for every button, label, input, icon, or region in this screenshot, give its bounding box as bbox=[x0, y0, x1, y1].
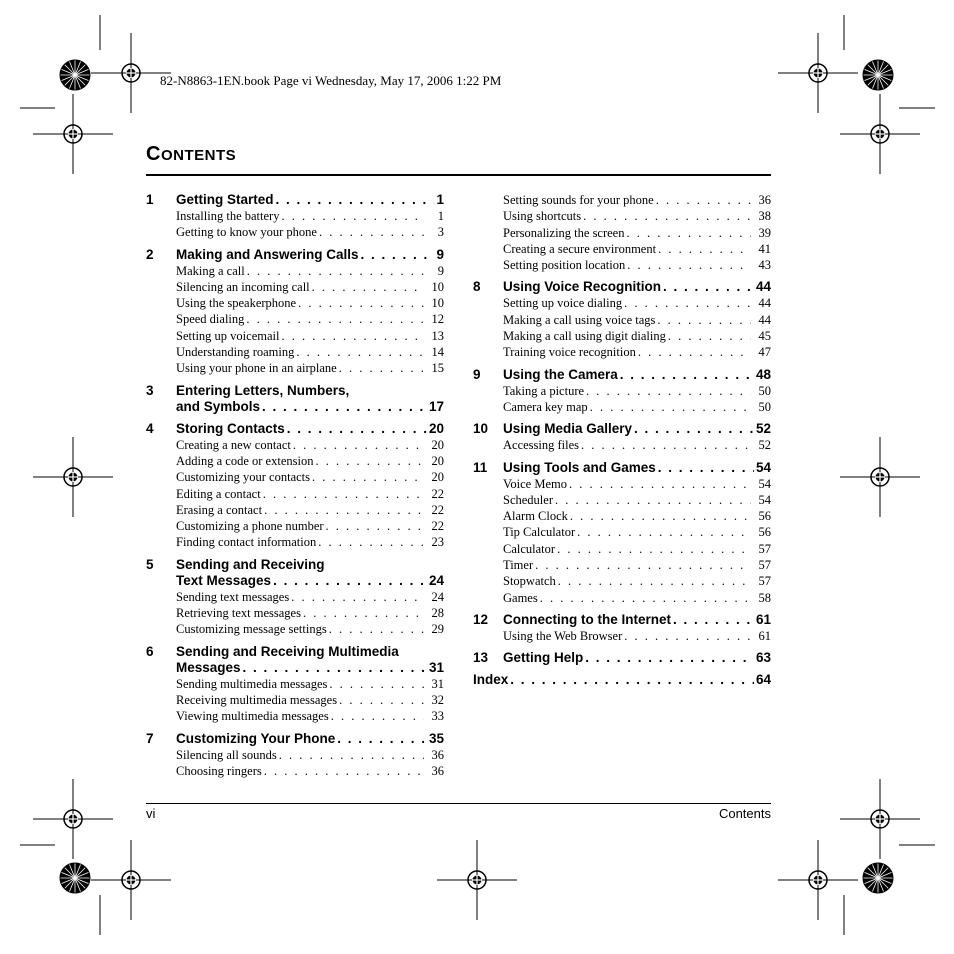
section-title: Timer bbox=[503, 558, 534, 573]
toc-chapter bbox=[473, 279, 771, 360]
chapter-number: 3 bbox=[146, 382, 154, 398]
chapter-heading-line1[interactable] bbox=[146, 557, 444, 573]
section-page: 57 bbox=[758, 541, 771, 556]
toc-chapter bbox=[473, 612, 771, 644]
section-page: 13 bbox=[431, 328, 444, 343]
chapter-number: 11 bbox=[473, 459, 488, 475]
index-title-wrap bbox=[473, 672, 756, 688]
section-title: Stopwatch bbox=[503, 574, 556, 589]
toc-section-entry[interactable] bbox=[473, 628, 771, 644]
section-title: Installing the battery bbox=[176, 209, 280, 223]
dot-leader bbox=[638, 344, 751, 360]
toc-section-entry[interactable] bbox=[146, 747, 444, 763]
dot-leader bbox=[658, 460, 754, 476]
dot-leader bbox=[243, 660, 427, 676]
dot-leader bbox=[264, 763, 424, 779]
section-page: 57 bbox=[758, 574, 771, 589]
section-title: Using shortcuts bbox=[503, 209, 582, 224]
section-title: Making a call using digit dialing bbox=[503, 329, 666, 344]
toc-section-entry[interactable] bbox=[146, 692, 444, 708]
section-page: 50 bbox=[758, 399, 771, 414]
section-title: Speed dialing bbox=[176, 312, 245, 327]
dot-leader bbox=[577, 524, 751, 540]
section-page: 1 bbox=[437, 209, 444, 223]
section-page: 24 bbox=[431, 589, 444, 604]
section-title: Editing a contact bbox=[176, 486, 261, 501]
toc-section-entry[interactable] bbox=[473, 524, 771, 540]
toc-section-entry[interactable] bbox=[473, 328, 771, 344]
chapter-number: 4 bbox=[146, 420, 154, 436]
section-title: Setting sounds for your phone bbox=[503, 193, 654, 207]
section-title: Viewing multimedia messages bbox=[176, 709, 329, 724]
chapter-heading[interactable] bbox=[146, 421, 444, 437]
section-page: 38 bbox=[758, 209, 771, 224]
chapter-page: 31 bbox=[428, 659, 444, 675]
dot-leader bbox=[247, 263, 424, 279]
chapter-title-wrap bbox=[176, 573, 429, 589]
toc-section-entry[interactable] bbox=[146, 486, 444, 502]
section-page: 20 bbox=[431, 453, 444, 468]
section-title: Retrieving text messages bbox=[176, 606, 301, 621]
section-page: 22 bbox=[431, 486, 444, 501]
chapter-heading-line1[interactable] bbox=[146, 644, 444, 660]
dot-leader bbox=[296, 344, 424, 360]
dot-leader bbox=[657, 312, 751, 328]
section-title: Adding a code or extension bbox=[176, 453, 314, 468]
index-heading[interactable] bbox=[473, 672, 771, 688]
chapter-heading[interactable] bbox=[473, 279, 771, 295]
dot-leader bbox=[361, 247, 435, 263]
chapter-title-wrap bbox=[503, 612, 756, 628]
dot-leader bbox=[303, 605, 424, 621]
toc-section-entry[interactable] bbox=[473, 312, 771, 328]
chapter-title: Using Tools and Games bbox=[503, 459, 656, 475]
toc-section-entry[interactable] bbox=[473, 208, 771, 224]
section-title: Sending multimedia messages bbox=[176, 676, 328, 691]
chapter-heading[interactable] bbox=[146, 399, 444, 415]
dot-leader bbox=[658, 241, 751, 257]
chapter-page: 35 bbox=[428, 730, 444, 746]
section-page: 41 bbox=[758, 241, 771, 256]
section-title: Silencing all sounds bbox=[176, 747, 277, 762]
dot-leader bbox=[263, 486, 424, 502]
dot-leader bbox=[585, 650, 754, 666]
section-page: 31 bbox=[431, 676, 444, 691]
dot-leader bbox=[318, 534, 424, 550]
chapter-number: 12 bbox=[473, 611, 489, 627]
toc-section-entry[interactable] bbox=[473, 192, 771, 208]
dot-leader bbox=[586, 383, 751, 399]
index-title: Index bbox=[473, 672, 509, 688]
chapter-title-wrap bbox=[176, 421, 429, 437]
dot-leader bbox=[273, 573, 427, 589]
chapter-title: Text Messages bbox=[176, 572, 272, 588]
chapter-page: 44 bbox=[755, 279, 771, 295]
chapter-number: 9 bbox=[473, 366, 481, 382]
chapter-title-line1: Sending and Receiving Multimedia bbox=[176, 643, 399, 659]
chapter-heading[interactable] bbox=[146, 573, 444, 589]
dot-leader bbox=[264, 502, 424, 518]
toc-section-entry[interactable] bbox=[146, 469, 444, 485]
dot-leader bbox=[281, 208, 424, 224]
section-page: 14 bbox=[431, 345, 444, 360]
toc-chapter bbox=[473, 367, 771, 416]
section-page: 10 bbox=[431, 296, 444, 311]
chapter-title: Getting Help bbox=[503, 650, 584, 666]
toc-left-column bbox=[146, 192, 444, 779]
section-title: Receiving multimedia messages bbox=[176, 692, 338, 707]
dot-leader bbox=[315, 453, 424, 469]
dot-leader bbox=[281, 328, 424, 344]
section-page: 15 bbox=[431, 361, 444, 376]
toc-section-entry[interactable] bbox=[146, 502, 444, 518]
section-title: Calculator bbox=[503, 541, 556, 556]
toc-chapter bbox=[146, 731, 444, 780]
section-page: 57 bbox=[758, 558, 771, 573]
toc-section-entry[interactable] bbox=[146, 534, 444, 550]
chapter-heading[interactable] bbox=[473, 367, 771, 383]
section-page: 43 bbox=[758, 258, 771, 273]
toc-section-entry[interactable] bbox=[473, 225, 771, 241]
dot-leader bbox=[298, 295, 424, 311]
toc-section-entry[interactable] bbox=[473, 295, 771, 311]
dot-leader bbox=[557, 541, 751, 557]
dot-leader bbox=[510, 672, 754, 688]
chapter-title-wrap bbox=[176, 192, 436, 208]
section-title: Making a call using voice tags bbox=[503, 312, 656, 327]
dot-leader bbox=[276, 192, 435, 208]
section-page: 9 bbox=[437, 263, 444, 278]
toc-section-entry[interactable] bbox=[473, 573, 771, 589]
chapter-title-wrap bbox=[503, 279, 756, 295]
chapter-heading[interactable] bbox=[473, 460, 771, 476]
chapter-title: Using Voice Recognition bbox=[503, 279, 662, 295]
dot-leader bbox=[291, 589, 424, 605]
title-first-letter: C bbox=[146, 143, 161, 165]
chapter-number bbox=[146, 399, 176, 415]
section-title: Voice Memo bbox=[503, 476, 567, 491]
section-page: 47 bbox=[758, 345, 771, 360]
dot-leader bbox=[583, 208, 751, 224]
section-page: 32 bbox=[431, 692, 444, 707]
toc-section-entry[interactable] bbox=[146, 676, 444, 692]
dot-leader bbox=[555, 492, 751, 508]
toc-section-entry[interactable] bbox=[146, 263, 444, 279]
section-title: Customizing message settings bbox=[176, 622, 327, 637]
section-title: Taking a picture bbox=[503, 383, 585, 398]
section-title: Training voice recognition bbox=[503, 345, 636, 360]
dot-leader bbox=[540, 590, 751, 606]
chapter-title-wrap bbox=[503, 460, 756, 476]
chapter-heading[interactable] bbox=[473, 612, 771, 628]
dot-leader bbox=[312, 279, 424, 295]
page-title bbox=[146, 143, 236, 166]
toc-section-entry[interactable] bbox=[473, 383, 771, 399]
chapter-number: 2 bbox=[146, 246, 154, 262]
chapter-page: 24 bbox=[428, 572, 444, 588]
section-page: 36 bbox=[758, 193, 771, 207]
chapter-number: 1 bbox=[146, 192, 154, 207]
chapter-page: 9 bbox=[436, 246, 444, 262]
section-page: 3 bbox=[437, 225, 444, 240]
toc-section-entry[interactable] bbox=[146, 279, 444, 295]
dot-leader bbox=[312, 469, 424, 485]
dot-leader bbox=[339, 692, 424, 708]
dot-leader bbox=[570, 508, 751, 524]
dot-leader bbox=[246, 311, 424, 327]
toc-chapter bbox=[146, 192, 444, 241]
section-page: 61 bbox=[758, 628, 771, 643]
section-title: Setting position location bbox=[503, 258, 626, 273]
chapter-page: 63 bbox=[755, 650, 771, 666]
toc-section-entry[interactable] bbox=[473, 257, 771, 273]
toc-section-entry[interactable] bbox=[146, 360, 444, 376]
section-page: 20 bbox=[431, 437, 444, 452]
toc-section-entry[interactable] bbox=[146, 311, 444, 327]
chapter-number: 7 bbox=[146, 730, 154, 746]
section-page: 44 bbox=[758, 312, 771, 327]
section-title: Creating a new contact bbox=[176, 437, 291, 452]
section-page: 12 bbox=[431, 312, 444, 327]
section-title: Games bbox=[503, 590, 538, 605]
chapter-title: Customizing Your Phone bbox=[176, 730, 336, 746]
section-page: 10 bbox=[431, 279, 444, 294]
section-page: 50 bbox=[758, 383, 771, 398]
section-title: Using the Web Browser bbox=[503, 628, 623, 643]
chapter-title-line1: Entering Letters, Numbers, bbox=[176, 382, 350, 398]
toc-section-entry[interactable] bbox=[146, 605, 444, 621]
section-title: Making a call bbox=[176, 263, 245, 278]
section-title: Finding contact information bbox=[176, 535, 317, 550]
chapter-heading[interactable] bbox=[146, 247, 444, 263]
dot-leader bbox=[337, 731, 427, 747]
section-title: Setting up voicemail bbox=[176, 328, 280, 343]
dot-leader bbox=[279, 747, 424, 763]
chapter-number: 6 bbox=[146, 643, 154, 659]
chapter-title-line1: Sending and Receiving bbox=[176, 556, 325, 572]
section-page: 56 bbox=[758, 509, 771, 524]
chapter-heading[interactable] bbox=[146, 731, 444, 747]
section-page: 20 bbox=[431, 470, 444, 485]
toc-chapter bbox=[146, 383, 444, 415]
section-title: Accessing files bbox=[503, 438, 580, 453]
section-title: Understanding roaming bbox=[176, 345, 295, 360]
footer-rule bbox=[146, 803, 771, 804]
toc-section-entry[interactable] bbox=[146, 344, 444, 360]
toc-section-entry[interactable] bbox=[473, 476, 771, 492]
dot-leader bbox=[293, 437, 424, 453]
section-title: Scheduler bbox=[503, 492, 553, 507]
chapter-page: 17 bbox=[428, 398, 444, 414]
chapter-number: 5 bbox=[146, 556, 154, 572]
chapter-title-wrap bbox=[503, 650, 756, 666]
chapter-page: 54 bbox=[755, 459, 771, 475]
section-title: Customizing your contacts bbox=[176, 470, 311, 485]
dot-leader bbox=[326, 518, 424, 534]
dot-leader bbox=[581, 437, 751, 453]
section-page: 56 bbox=[758, 525, 771, 540]
chapter-title: Making and Answering Calls bbox=[176, 246, 359, 262]
chapter-heading[interactable] bbox=[473, 650, 771, 666]
section-title: Choosing ringers bbox=[176, 763, 262, 778]
chapter-title: Using the Camera bbox=[503, 366, 618, 382]
toc-section-entry[interactable] bbox=[473, 241, 771, 257]
section-page: 36 bbox=[431, 763, 444, 778]
section-title: Camera key map bbox=[503, 399, 588, 414]
index-page: 64 bbox=[755, 672, 771, 688]
toc-section-entry[interactable] bbox=[473, 437, 771, 453]
section-page: 58 bbox=[758, 590, 771, 605]
section-page: 52 bbox=[758, 438, 771, 453]
section-title: Personalizing the screen bbox=[503, 225, 625, 240]
dot-leader bbox=[673, 612, 754, 628]
section-title: Setting up voice dialing bbox=[503, 296, 623, 311]
chapter-page: 1 bbox=[436, 192, 444, 207]
chapter-heading-line1[interactable] bbox=[146, 383, 444, 399]
section-title: Using the speakerphone bbox=[176, 296, 297, 311]
section-title: Silencing an incoming call bbox=[176, 279, 310, 294]
chapter-page: 48 bbox=[755, 366, 771, 382]
toc-chapter bbox=[146, 247, 444, 377]
chapter-title: Using Media Gallery bbox=[503, 421, 633, 437]
toc-chapter bbox=[146, 557, 444, 638]
section-page: 36 bbox=[431, 747, 444, 762]
dot-leader bbox=[535, 557, 751, 573]
book-info-line: 82-N8863-1EN.book Page vi Wednesday, May 17, 2006 1:22 PM bbox=[160, 73, 502, 88]
dot-leader bbox=[329, 676, 424, 692]
section-page: 23 bbox=[431, 535, 444, 550]
section-title: Erasing a contact bbox=[176, 502, 263, 517]
toc-section-entry[interactable] bbox=[473, 399, 771, 415]
chapter-title: Connecting to the Internet bbox=[503, 611, 671, 627]
chapter-heading[interactable] bbox=[146, 660, 444, 676]
chapter-number bbox=[146, 660, 176, 676]
dot-leader bbox=[627, 257, 751, 273]
title-rest: ONTENTS bbox=[160, 147, 237, 164]
toc-chapter bbox=[146, 644, 444, 725]
section-title: Getting to know your phone bbox=[176, 225, 317, 240]
toc-section-entry[interactable] bbox=[473, 508, 771, 524]
chapter-page: 61 bbox=[755, 611, 771, 627]
toc-section-entry[interactable] bbox=[146, 589, 444, 605]
toc-section-entry[interactable] bbox=[146, 437, 444, 453]
section-page: 45 bbox=[758, 329, 771, 344]
chapter-title-wrap bbox=[176, 399, 429, 415]
chapter-number: 10 bbox=[473, 421, 489, 437]
section-page: 54 bbox=[758, 476, 771, 491]
dot-leader bbox=[626, 225, 751, 241]
chapter-title-wrap bbox=[503, 421, 756, 437]
toc-section-entry[interactable] bbox=[473, 590, 771, 606]
dot-leader bbox=[624, 295, 751, 311]
dot-leader bbox=[634, 421, 754, 437]
dot-leader bbox=[624, 628, 751, 644]
dot-leader bbox=[663, 279, 754, 295]
chapter-page: 52 bbox=[755, 421, 771, 437]
toc-section-entry[interactable] bbox=[473, 541, 771, 557]
toc-section-entry[interactable] bbox=[146, 708, 444, 724]
section-page: 33 bbox=[431, 709, 444, 724]
toc-chapter bbox=[473, 650, 771, 666]
dot-leader bbox=[558, 573, 751, 589]
chapter-title: Messages bbox=[176, 659, 241, 675]
toc-section-entry[interactable] bbox=[473, 344, 771, 360]
section-title: Sending text messages bbox=[176, 589, 290, 604]
footer-section-name: Contents bbox=[718, 806, 771, 821]
dot-leader bbox=[262, 399, 427, 415]
dot-leader bbox=[287, 421, 427, 437]
chapter-title-wrap bbox=[176, 247, 436, 263]
chapter-heading[interactable] bbox=[473, 421, 771, 437]
section-page: 54 bbox=[758, 492, 771, 507]
section-page: 39 bbox=[758, 225, 771, 240]
dot-leader bbox=[331, 708, 424, 724]
chapter-number: 13 bbox=[473, 650, 489, 666]
toc-section-entry[interactable] bbox=[146, 224, 444, 240]
dot-leader bbox=[668, 328, 751, 344]
title-rule bbox=[146, 174, 771, 176]
toc-section-entry[interactable] bbox=[146, 295, 444, 311]
toc-section-entry[interactable] bbox=[146, 621, 444, 637]
chapter-heading[interactable] bbox=[146, 192, 444, 208]
section-title: Customizing a phone number bbox=[176, 519, 324, 534]
toc-section-entry[interactable] bbox=[146, 328, 444, 344]
chapter-title-wrap bbox=[503, 367, 756, 383]
section-page: 28 bbox=[431, 606, 444, 621]
chapter-title-wrap bbox=[176, 731, 429, 747]
section-title: Creating a secure environment bbox=[503, 241, 657, 256]
dot-leader bbox=[590, 399, 751, 415]
section-title: Using your phone in an airplane bbox=[176, 361, 337, 376]
toc-section-entry[interactable] bbox=[146, 453, 444, 469]
footer-page-number: vi bbox=[146, 806, 156, 821]
chapter-number: 8 bbox=[473, 279, 481, 295]
toc-section-entry[interactable] bbox=[146, 763, 444, 779]
toc-section-entry[interactable] bbox=[473, 557, 771, 573]
dot-leader bbox=[620, 367, 754, 383]
toc-section-entry[interactable] bbox=[146, 518, 444, 534]
toc-section-entry[interactable] bbox=[146, 208, 444, 224]
chapter-page: 20 bbox=[428, 420, 444, 436]
section-page: 29 bbox=[431, 622, 444, 637]
dot-leader bbox=[569, 476, 751, 492]
toc-section-entry[interactable] bbox=[473, 492, 771, 508]
dot-leader bbox=[319, 224, 424, 240]
section-title: Tip Calculator bbox=[503, 525, 576, 540]
chapter-number bbox=[146, 573, 176, 589]
chapter-title: Getting Started bbox=[176, 192, 274, 207]
section-page: 44 bbox=[758, 296, 771, 311]
dot-leader bbox=[656, 192, 751, 208]
chapter-title: and Symbols bbox=[176, 398, 261, 414]
chapter-title: Storing Contacts bbox=[176, 420, 285, 436]
section-page: 22 bbox=[431, 519, 444, 534]
toc-right-column bbox=[473, 192, 771, 688]
chapter-title-wrap bbox=[176, 660, 429, 676]
dot-leader bbox=[339, 360, 424, 376]
toc-chapter bbox=[473, 421, 771, 453]
toc-index bbox=[473, 672, 771, 688]
dot-leader bbox=[329, 621, 424, 637]
toc-chapter bbox=[146, 421, 444, 551]
toc-chapter bbox=[473, 460, 771, 606]
section-title: Alarm Clock bbox=[503, 509, 568, 524]
toc-continued-sections bbox=[473, 192, 771, 273]
section-page: 22 bbox=[431, 502, 444, 517]
